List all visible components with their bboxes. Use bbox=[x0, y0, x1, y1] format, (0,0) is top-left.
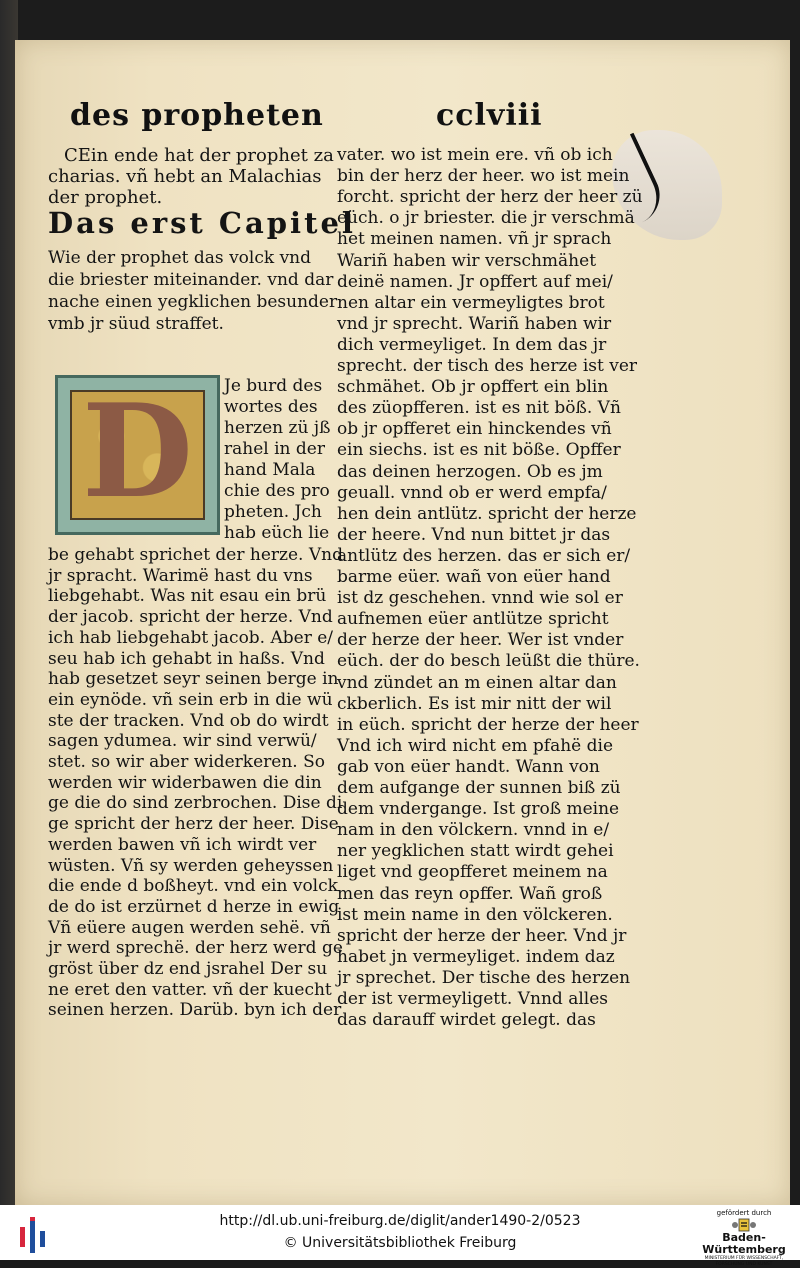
viewer-footer bbox=[0, 1205, 800, 1267]
text-line: die ende d boßheyt. vnd ein volck bbox=[48, 876, 338, 897]
funder-subtitle: MINISTERIUM FÜR WISSENSCHAFT, FORSCHUNG UND KUNST bbox=[704, 1256, 784, 1267]
text-line: ist dz geschehen. vnnd wie sol er bbox=[337, 588, 623, 609]
text-line: Wariñ haben wir verschmähet bbox=[337, 250, 597, 271]
text-line: chie des pro bbox=[224, 481, 330, 501]
summary-line: Wie der prophet das volck vnd bbox=[48, 248, 312, 268]
copyright-notice: © Universitätsbibliothek Freiburg bbox=[283, 1235, 517, 1251]
text-line: hab gesetzet seyr seinen berge in bbox=[48, 669, 339, 690]
text-line: geuall. vnnd ob er werd empfa/ bbox=[337, 482, 607, 503]
coat-of-arms-icon bbox=[731, 1218, 757, 1232]
text-line: jr werd sprechë. der herz werd ge bbox=[48, 938, 343, 959]
text-line: gab von eüer handt. Wann von bbox=[337, 756, 600, 777]
text-line: seu hab ich gehabt in haßs. Vnd bbox=[48, 648, 325, 669]
summary-line: die briester miteinander. vnd dar bbox=[48, 270, 334, 290]
text-line: eüch. der do besch leüßt die thüre. bbox=[337, 651, 640, 672]
text-line: wortes des bbox=[224, 397, 318, 417]
text-line: der jacob. spricht der herze. Vnd bbox=[48, 607, 333, 628]
initial-ornament bbox=[70, 377, 205, 527]
intro-line: CEin ende hat der prophet za bbox=[64, 145, 334, 166]
text-line: dem vndergange. Ist groß meine bbox=[337, 799, 620, 820]
text-line: seinen herzen. Darüb. byn ich der bbox=[48, 1000, 342, 1021]
initial-letter: D bbox=[82, 377, 193, 527]
summary-line: nache einen yegklichen besunder bbox=[48, 292, 338, 312]
text-line: hand Mala bbox=[224, 460, 316, 480]
text-line: Je burd des bbox=[224, 376, 323, 396]
text-line: ste der tracken. Vnd ob do wirdt bbox=[48, 710, 329, 731]
text-line: ist mein name in den völckeren. bbox=[337, 904, 613, 925]
text-line: de do ist erzürnet d herze in ewig bbox=[48, 896, 340, 917]
text-line: pheten. Jch bbox=[224, 502, 322, 522]
text-line: nen altar ein vermeyligtes brot bbox=[337, 292, 605, 313]
text-line: ein siechs. ist es nit böße. Opffer bbox=[337, 440, 621, 461]
text-line: het meinen namen. vñ jr sprach bbox=[337, 229, 612, 250]
text-line: hab eüch lie bbox=[224, 523, 330, 543]
text-line: jr sprechet. Der tische des herzen bbox=[337, 967, 631, 988]
intro-line: charias. vñ hebt an Malachias bbox=[48, 166, 322, 187]
text-line: Vñ eüere augen werden sehë. vñ bbox=[48, 917, 331, 938]
text-line: werden wir widerbawen die din bbox=[48, 772, 322, 793]
text-line: liget vnd geopfferet meinem na bbox=[337, 862, 608, 883]
permalink-url[interactable]: http://dl.ub.uni-freiburg.de/diglit/ander1490-2/0523 bbox=[219, 1213, 581, 1229]
text-line: stet. so wir aber widerkeren. So bbox=[48, 752, 325, 772]
text-line: forcht. spricht der herz der heer zü bbox=[337, 187, 643, 208]
text-line: nam in den völckern. vnnd in e/ bbox=[337, 820, 610, 841]
text-line: ner yegklichen statt wirdt gehei bbox=[337, 841, 614, 862]
text-line: sprecht. der tisch des herze ist ver bbox=[337, 356, 638, 376]
text-line: habet jn vermeyliget. indem daz bbox=[337, 946, 615, 967]
text-line: in eüch. spricht der herze der heer bbox=[337, 714, 639, 735]
text-line: barme eüer. wañ von eüer hand bbox=[337, 567, 611, 587]
text-line: wüsten. Vñ sy werden geheyssen bbox=[48, 855, 334, 876]
summary-line: vmb jr süud straffet. bbox=[48, 314, 224, 334]
funder-name: Baden-Württemberg bbox=[702, 1231, 786, 1256]
text-line: das deinen herzogen. Ob es jm bbox=[337, 461, 603, 482]
text-line: jr spracht. Warimë hast du vns bbox=[48, 565, 313, 586]
text-line: bin der herz der heer. wo ist mein bbox=[337, 166, 630, 187]
text-line: ne eret den vatter. vñ der kuecht bbox=[48, 979, 332, 1000]
text-line: das darauff wirdet gelegt. das bbox=[337, 1010, 596, 1031]
text-line: Vnd ich wird nicht em pfahë die bbox=[337, 735, 614, 756]
text-line: ich hab liebgehabt jacob. Aber e/ bbox=[48, 627, 334, 648]
text-line: liebgehabt. Was nit esau ein brü bbox=[48, 586, 327, 607]
text-line: ckberlich. Es ist mir nitt der wil bbox=[337, 693, 612, 714]
text-line: dem aufgange der sunnen biß zü bbox=[337, 778, 621, 798]
text-line: vnd jr sprecht. Wariñ haben wir bbox=[337, 313, 612, 334]
text-line: herzen zü jß bbox=[224, 418, 331, 438]
intro-line: der prophet. bbox=[48, 187, 163, 208]
text-line: spricht der herze der heer. Vnd jr bbox=[337, 925, 627, 946]
text-line: gröst über dz end jsrahel Der su bbox=[48, 959, 328, 979]
running-head-left: des propheten bbox=[70, 98, 324, 133]
text-line: antlütz des herzen. das er sich er/ bbox=[337, 545, 631, 566]
text-line: schmähet. Ob jr opffert ein blin bbox=[337, 377, 609, 398]
text-line: ge die do sind zerbrochen. Dise di bbox=[48, 793, 343, 814]
text-line: der herze der heer. Wer ist vnder bbox=[337, 630, 624, 651]
chapter-title: Das erst Capitel bbox=[48, 206, 356, 240]
decorated-initial bbox=[55, 375, 220, 535]
text-line: men das reyn opffer. Wañ groß bbox=[337, 883, 603, 904]
text-line: sagen ydumea. wir sind verwü/ bbox=[48, 731, 317, 752]
funder-logo bbox=[690, 1207, 798, 1267]
text-line: vnd zündet an m einen altar dan bbox=[337, 672, 617, 693]
text-line: rahel in der bbox=[224, 439, 325, 459]
funder-prefix: gefördert durch bbox=[716, 1209, 772, 1217]
text-line: ge spricht der herz der heer. Dise bbox=[48, 814, 339, 835]
text-line: ob jr opfferet ein hinckendes vñ bbox=[337, 419, 612, 440]
text-line: aufnemen eüer antlütze spricht bbox=[337, 609, 609, 630]
text-line: der ist vermeyligett. Vnnd alles bbox=[337, 989, 608, 1009]
text-line: der heere. Vnd nun bittet jr das bbox=[337, 524, 611, 545]
folio-number: cclviii bbox=[436, 98, 543, 133]
text-line: werden bawen vñ ich wirdt ver bbox=[48, 834, 317, 855]
text-line: vater. wo ist mein ere. vñ ob ich bbox=[337, 145, 613, 165]
text-line: hen dein antlütz. spricht der herze bbox=[337, 503, 637, 524]
text-line: eüch. o jr briester. die jr verschmä bbox=[337, 208, 635, 229]
text-line: dich vermeyliget. In dem das jr bbox=[337, 334, 607, 355]
text-line: be gehabt sprichet der herze. Vnd bbox=[48, 545, 343, 565]
text-line: deinë namen. Jr opffert auf mei/ bbox=[337, 271, 613, 292]
text-line: ein eynöde. vñ sein erb in die wü bbox=[48, 689, 333, 710]
text-line: des züopfferen. ist es nit böß. Vñ bbox=[337, 398, 621, 419]
